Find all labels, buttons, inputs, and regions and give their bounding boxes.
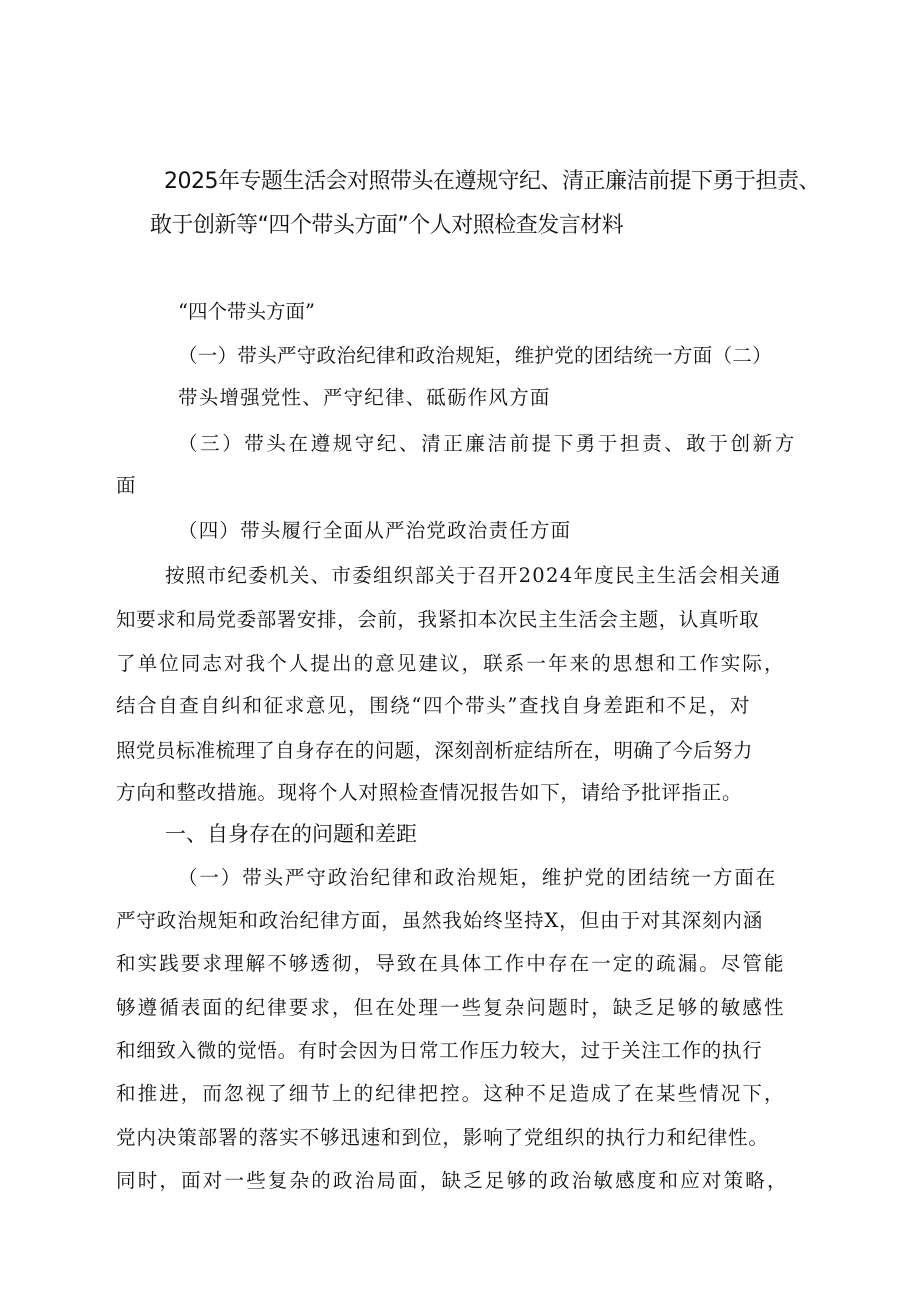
title-line-2: 敢于创新等“四个带头方面”个人对照检查发言材料	[150, 213, 624, 238]
four-aspects-heading: “四个带头方面”	[178, 300, 315, 323]
section1-line: 严守政治规矩和政治纪律方面，虽然我始终坚持X，但由于对其深刻内涵	[116, 909, 764, 932]
title-line-1: 2025年专题生活会对照带头在遵规守纪、清正廉洁前提下勇于担责、	[164, 169, 820, 194]
aspect-line-b: 带头增强党性、严守纪律、砥砺作风方面	[178, 386, 551, 409]
section1-line: 够遵循表面的纪律要求，但在处理一些复杂问题时，缺乏足够的敏感性	[116, 996, 786, 1019]
intro-line: 按照市纪委机关、市委组织部关于召开2024年度民主生活会相关通	[165, 564, 782, 587]
section1-line: （一）带头严守政治纪律和政治规矩，维护党的团结统一方面在	[178, 866, 778, 889]
section-heading: 一、自身存在的问题和差距	[165, 822, 417, 846]
section1-line: 党内决策部署的落实不够迅速和到位，影响了党组织的执行力和纪律性。	[116, 1126, 769, 1149]
aspect-line-c: （三）带头在遵规守纪、清正廉洁前提下勇于担责、敢于创新方	[178, 432, 797, 455]
section1-line: 和实践要求理解不够透彻，导致在具体工作中存在一定的疏漏。尽管能	[116, 952, 786, 975]
intro-line: 了单位同志对我个人提出的意见建议，联系一年来的思想和工作实际，	[116, 652, 786, 675]
section1-line: 和推进，而忽视了细节上的纪律把控。这种不足造成了在某些情况下，	[116, 1082, 786, 1105]
intro-line: 结合自查自纠和征求意见，围绕“四个带头”查找自身差距和不足，对	[116, 694, 752, 717]
section1-line: 和细致入微的觉悟。有时会因为日常工作压力较大，过于关注工作的执行	[116, 1039, 763, 1062]
document-title	[150, 160, 860, 248]
aspect-line-d: 面	[116, 474, 136, 497]
section1-line: 同时，面对一些复杂的政治局面，缺乏足够的政治敏感度和应对策略，	[116, 1169, 789, 1192]
intro-line: 知要求和局党委部署安排，会前，我紧扣本次民主生活会主题，认真听取	[116, 608, 760, 631]
aspect-line-a: （一）带头严守政治纪律和政治规矩，维护党的团结统一方面（二）	[178, 344, 773, 367]
intro-line: 照党员标准梳理了自身存在的问题，深刻剖析症结所在，明确了今后努力	[116, 739, 753, 762]
intro-line: 方向和整改措施。现将个人对照检查情况报告如下，请给予批评指正。	[116, 781, 743, 804]
aspect-line-e: （四）带头履行全面从严治党政治责任方面	[178, 519, 572, 542]
